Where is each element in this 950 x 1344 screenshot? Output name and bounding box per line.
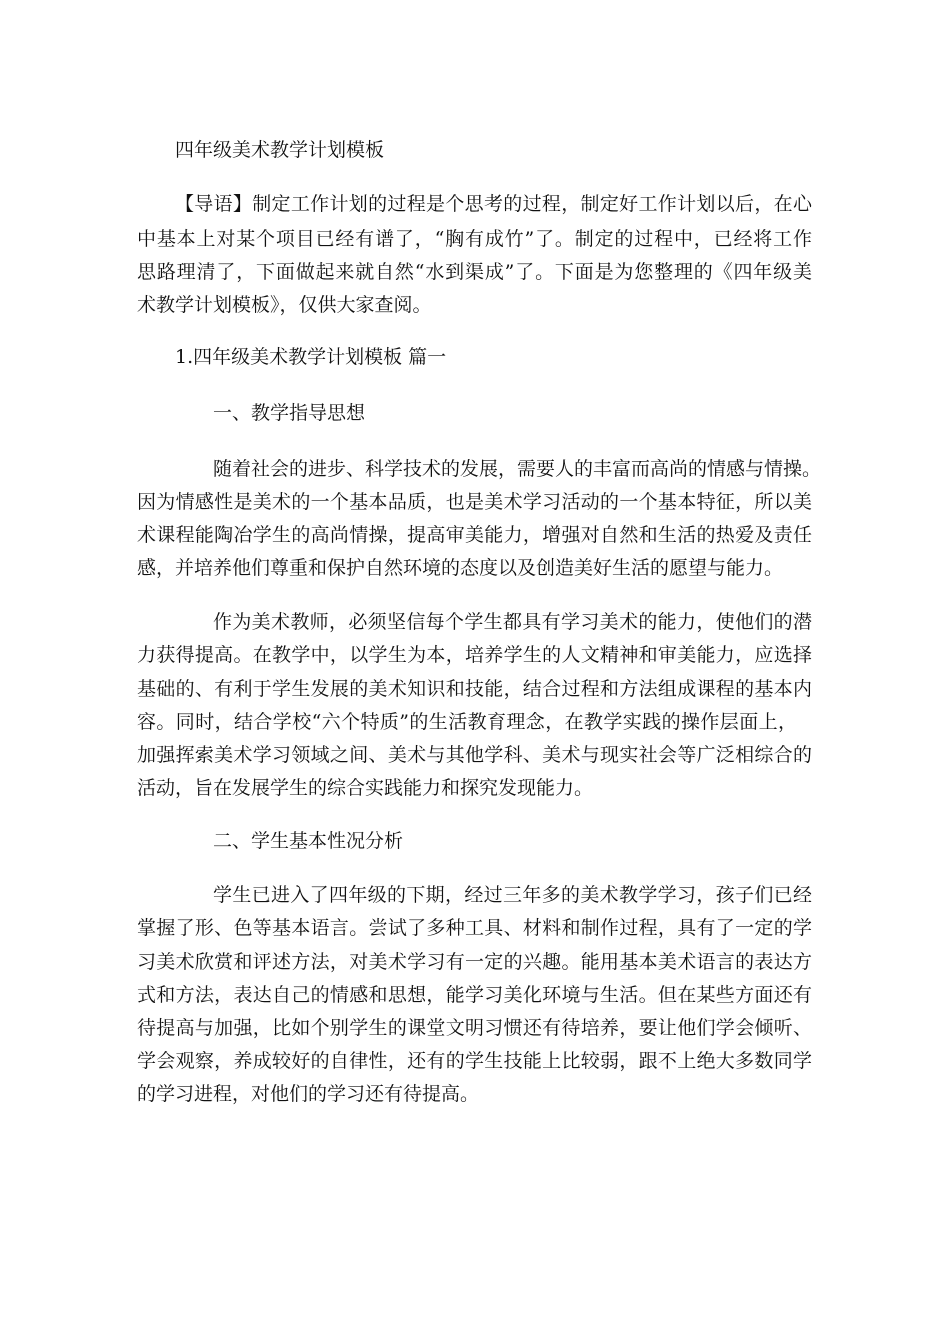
intro-line-4: 术教学计划模板》，仅供大家查阅。 — [137, 294, 432, 316]
para3-line-3: 习美术欣赏和评述方法，对美术学习有一定的兴趣。能用基本美术语言的表达方 — [137, 951, 812, 973]
para3-line-2: 掌握了形、色等基本语言。尝试了多种工具、材料和制作过程，具有了一定的学 — [137, 917, 812, 939]
para3-line-1: 学生已进入了四年级的下期，经过三年多的美术教学学习，孩子们已经 — [213, 884, 812, 906]
para2-line-5: 加强挥索美术学习领域之间、美术与其他学科、美术与现实社会等广泛相综合的 — [137, 744, 812, 766]
intro-line-2: 中基本上对某个项目已经有谱了，“胸有成竹”了。制定的过程中，已经将工作 — [137, 228, 812, 250]
intro-line-1: 【导语】制定工作计划的过程是个思考的过程，制定好工作计划以后，在心 — [175, 193, 812, 215]
para3-line-5: 待提高与加强，比如个别学生的课堂文明习惯还有待培养，要让他们学会倾听、 — [137, 1017, 812, 1039]
section-heading: 1.四年级美术教学计划模板 篇一 — [175, 346, 447, 368]
para3-line-6: 学会观察，养成较好的自律性，还有的学生技能上比较弱，跟不上绝大多数同学 — [137, 1050, 812, 1072]
sub-heading-1: 一、教学指导思想 — [213, 402, 366, 424]
para2-line-6: 活动，旨在发展学生的综合实践能力和探究发现能力。 — [137, 777, 594, 799]
para1-line-3: 术课程能陶冶学生的高尚情操，提高审美能力，增强对自然和生活的热爱及责任 — [137, 524, 812, 546]
para2-line-4: 容。同时，结合学校“六个特质”的生活教育理念，在教学实践的操作层面上， — [137, 711, 797, 733]
para3-line-7: 的学习进程，对他们的学习还有待提高。 — [137, 1083, 480, 1105]
document-title: 四年级美术教学计划模板 — [175, 139, 385, 161]
intro-line-3: 思路理清了，下面做起来就自然“水到渠成”了。下面是为您整理的《四年级美 — [137, 261, 812, 283]
para2-line-1: 作为美术教师，必须坚信每个学生都具有学习美术的能力，使他们的潜 — [213, 611, 812, 633]
para2-line-2: 力获得提高。在教学中，以学生为本，培养学生的人文精神和审美能力，应选择 — [137, 644, 812, 666]
sub-heading-2: 二、学生基本性况分析 — [213, 830, 404, 852]
para3-line-4: 式和方法，表达自己的情感和思想，能学习美化环境与生活。但在某些方面还有 — [137, 984, 812, 1006]
para1-line-1: 随着社会的进步、科学技术的发展，需要人的丰富而高尚的情感与情操。 — [213, 458, 822, 480]
para1-line-2: 因为情感性是美术的一个基本品质，也是美术学习活动的一个基本特征，所以美 — [137, 491, 812, 513]
para2-line-3: 基础的、有利于学生发展的美术知识和技能，结合过程和方法组成课程的基本内 — [137, 678, 812, 700]
para1-line-4: 感，并培养他们尊重和保护自然环境的态度以及创造美好生活的愿望与能力。 — [137, 557, 784, 579]
